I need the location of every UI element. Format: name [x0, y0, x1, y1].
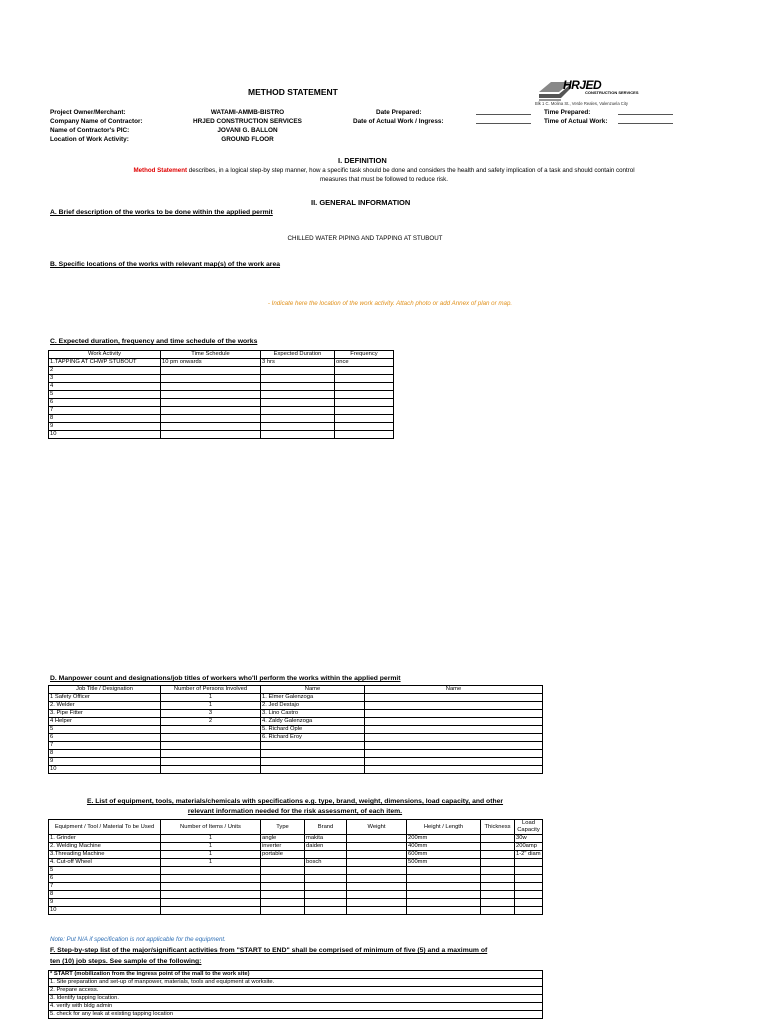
- table-cell[interactable]: [365, 734, 543, 742]
- manpower-row: [49, 726, 543, 734]
- table-cell[interactable]: 9: [49, 758, 161, 766]
- table-cell[interactable]: [161, 415, 261, 423]
- table-cell[interactable]: [161, 734, 261, 742]
- manpower-row: [49, 702, 543, 710]
- column-header: Equipment / Tool / Material To be Used: [49, 820, 161, 835]
- table-cell[interactable]: [481, 843, 515, 851]
- table-cell[interactable]: 10: [49, 431, 161, 439]
- table-cell[interactable]: daiden: [305, 843, 347, 851]
- schedule-row: [49, 359, 394, 367]
- table-cell[interactable]: [347, 899, 407, 907]
- column-header: Load Capacity: [515, 820, 543, 835]
- table-cell[interactable]: [261, 407, 335, 415]
- table-cell[interactable]: [161, 407, 261, 415]
- table-cell[interactable]: [261, 742, 365, 750]
- column-header: Number of Items / Units: [161, 820, 261, 835]
- column-header: Expected Duration: [261, 351, 335, 359]
- table-cell[interactable]: 10: [49, 766, 161, 774]
- column-header: Job Title / Designation: [49, 686, 161, 694]
- table-cell[interactable]: 9: [49, 899, 161, 907]
- section-b-heading: B. Specific locations of the works with relevant map(s) of the work area: [50, 261, 281, 268]
- company-label: Company Name of Contractor:: [50, 118, 143, 125]
- table-cell[interactable]: [365, 694, 543, 702]
- column-header: Name: [365, 686, 543, 694]
- table-cell[interactable]: 3.Threading Machine: [49, 851, 161, 859]
- table-cell[interactable]: [335, 415, 394, 423]
- table-cell[interactable]: [161, 431, 261, 439]
- table-cell[interactable]: 1: [161, 843, 261, 851]
- column-header: Time Schedule: [161, 351, 261, 359]
- table-cell[interactable]: 3: [49, 375, 161, 383]
- table-cell[interactable]: [365, 710, 543, 718]
- table-cell[interactable]: [161, 726, 261, 734]
- date-prepared-label: Date Prepared:: [376, 109, 422, 116]
- table-cell[interactable]: [161, 891, 261, 899]
- table-cell[interactable]: inverter: [261, 843, 305, 851]
- column-header: Weight: [347, 820, 407, 835]
- table-cell[interactable]: 10 pm onwards: [161, 359, 261, 367]
- step-row: [49, 1003, 543, 1011]
- table-cell[interactable]: [407, 867, 481, 875]
- manpower-row: [49, 750, 543, 758]
- schedule-row: [49, 431, 394, 439]
- table-cell[interactable]: 8: [49, 415, 161, 423]
- table-cell[interactable]: 7: [49, 407, 161, 415]
- section-d-heading: D. Manpower count and designations/job titles of workers who'll perform the works within the applied permit: [50, 675, 401, 682]
- company-logo: [535, 78, 675, 108]
- table-cell[interactable]: [515, 883, 543, 891]
- table-cell[interactable]: [347, 907, 407, 915]
- table-cell[interactable]: [261, 766, 365, 774]
- table-cell[interactable]: 1: [161, 702, 261, 710]
- table-cell[interactable]: [365, 750, 543, 758]
- table-cell[interactable]: 3: [161, 710, 261, 718]
- step-row: [49, 995, 543, 1003]
- table-cell[interactable]: 30w: [515, 835, 543, 843]
- section-a-text: CHILLED WATER PIPING AND TAPPING AT STUBOUT: [287, 235, 443, 242]
- step-row: [49, 1011, 543, 1019]
- table-cell[interactable]: [305, 899, 347, 907]
- table-cell[interactable]: [161, 899, 261, 907]
- table-cell[interactable]: 7: [49, 883, 161, 891]
- table-cell[interactable]: [161, 375, 261, 383]
- table-cell[interactable]: 1: [161, 694, 261, 702]
- table-cell[interactable]: [515, 867, 543, 875]
- column-header: Type: [261, 820, 305, 835]
- step-cell[interactable]: 3. Identify tapping location.: [49, 995, 543, 1003]
- table-cell[interactable]: [161, 907, 261, 915]
- column-header: Thickness: [481, 820, 515, 835]
- table-cell[interactable]: [347, 891, 407, 899]
- table-cell[interactable]: [305, 851, 347, 859]
- location-label: Location of Work Activity:: [50, 136, 129, 143]
- table-cell[interactable]: [261, 891, 305, 899]
- table-cell[interactable]: angle: [261, 835, 305, 843]
- table-cell[interactable]: [515, 899, 543, 907]
- time-actual-label: Time of Actual Work:: [544, 118, 608, 125]
- section-e-note: Note: Put N/A if specification is not applicable for the equipment.: [50, 936, 226, 943]
- table-cell[interactable]: [161, 875, 261, 883]
- table-cell[interactable]: [515, 859, 543, 867]
- table-cell[interactable]: [161, 367, 261, 375]
- table-cell[interactable]: [335, 375, 394, 383]
- table-cell[interactable]: [365, 766, 543, 774]
- table-cell[interactable]: [261, 750, 365, 758]
- schedule-row: [49, 367, 394, 375]
- doc-title: METHOD STATEMENT: [248, 87, 338, 97]
- table-cell[interactable]: 6: [49, 399, 161, 407]
- company-value: HRJED CONSTRUCTION SERVICES: [193, 118, 302, 125]
- table-cell[interactable]: once: [335, 359, 394, 367]
- table-cell[interactable]: [261, 859, 305, 867]
- step-row: [49, 987, 543, 995]
- table-cell[interactable]: [515, 875, 543, 883]
- manpower-table: [48, 685, 543, 774]
- table-cell[interactable]: [161, 883, 261, 891]
- table-cell[interactable]: 4. Zaldy Galenzoga: [261, 718, 365, 726]
- table-cell[interactable]: [335, 431, 394, 439]
- step-row: [49, 979, 543, 987]
- table-cell[interactable]: [365, 742, 543, 750]
- table-cell[interactable]: [305, 891, 347, 899]
- section-f-heading-line1: F. Step-by-step list of the major/significant activities from "START to END" shall be comprised of minimum of five (5) and a maximum of: [50, 947, 488, 954]
- equipment-row: [49, 907, 543, 915]
- table-cell[interactable]: [365, 718, 543, 726]
- column-header: Brand: [305, 820, 347, 835]
- table-cell[interactable]: [407, 875, 481, 883]
- step-cell[interactable]: 4. verify with bldg admin: [49, 1003, 543, 1011]
- equipment-row: [49, 851, 543, 859]
- date-actual-label: Date of Actual Work / Ingress:: [353, 118, 444, 125]
- manpower-row: [49, 718, 543, 726]
- schedule-row: [49, 391, 394, 399]
- section-e-heading-line1: E. List of equipment, tools, materials/chemicals with specifications e.g. type, brand, weight, dimensions, load capacity, and other: [86, 798, 504, 805]
- table-cell[interactable]: [261, 399, 335, 407]
- time-actual-field[interactable]: [618, 117, 673, 124]
- section-a-heading: A. Brief description of the works to be done within the applied permit: [50, 209, 273, 216]
- column-header: Number of Persons Involved: [161, 686, 261, 694]
- pic-label: Name of Contractor's PIC:: [50, 127, 130, 134]
- schedule-header-row: [49, 351, 394, 359]
- pic-value: JOVANI G. BALLON: [217, 127, 278, 134]
- table-cell[interactable]: 5: [49, 391, 161, 399]
- equipment-row: [49, 859, 543, 867]
- table-cell[interactable]: [347, 883, 407, 891]
- schedule-table: [48, 350, 394, 439]
- equipment-row: [49, 883, 543, 891]
- table-cell[interactable]: 1: [161, 851, 261, 859]
- table-cell[interactable]: [161, 423, 261, 431]
- table-cell[interactable]: 4: [49, 383, 161, 391]
- table-cell[interactable]: [347, 835, 407, 843]
- table-cell[interactable]: 8: [49, 750, 161, 758]
- table-cell[interactable]: 10: [49, 907, 161, 915]
- table-cell[interactable]: [161, 750, 261, 758]
- table-cell[interactable]: 200amp: [515, 843, 543, 851]
- equipment-row: [49, 867, 543, 875]
- table-cell[interactable]: [365, 702, 543, 710]
- table-cell[interactable]: 3. Pipe Fitter: [49, 710, 161, 718]
- column-header: Frequency: [335, 351, 394, 359]
- table-cell[interactable]: 500mm: [407, 859, 481, 867]
- schedule-row: [49, 375, 394, 383]
- equipment-row: [49, 843, 543, 851]
- project-owner-value: WATAMI-AMMB-BISTRO: [210, 109, 285, 116]
- equipment-row: [49, 899, 543, 907]
- table-cell[interactable]: [335, 407, 394, 415]
- definition-heading: I. DEFINITION: [338, 156, 387, 165]
- manpower-row: [49, 734, 543, 742]
- table-cell[interactable]: 1. Grinder: [49, 835, 161, 843]
- table-cell[interactable]: [481, 891, 515, 899]
- table-cell[interactable]: [481, 907, 515, 915]
- table-cell[interactable]: [335, 399, 394, 407]
- equipment-row: [49, 891, 543, 899]
- table-cell[interactable]: 3 hrs: [261, 359, 335, 367]
- table-cell[interactable]: 5: [49, 726, 161, 734]
- step-cell[interactable]: 5. check for any leak at existing tapping location: [49, 1011, 543, 1019]
- table-cell[interactable]: [481, 875, 515, 883]
- table-cell[interactable]: [261, 907, 305, 915]
- table-cell[interactable]: [365, 726, 543, 734]
- definition-text-line2: measures that must be followed to reduce risk.: [320, 176, 448, 183]
- table-cell[interactable]: [335, 383, 394, 391]
- location-value: GROUND FLOOR: [221, 136, 274, 143]
- table-cell[interactable]: [347, 843, 407, 851]
- manpower-row: [49, 766, 543, 774]
- table-cell[interactable]: [261, 423, 335, 431]
- table-cell[interactable]: portable: [261, 851, 305, 859]
- column-header: Name: [261, 686, 365, 694]
- table-cell[interactable]: [261, 875, 305, 883]
- general-heading: II. GENERAL INFORMATION: [311, 198, 411, 207]
- table-cell[interactable]: [407, 891, 481, 899]
- table-cell[interactable]: [305, 875, 347, 883]
- table-cell[interactable]: [347, 859, 407, 867]
- definition-text-line1: describes, in a logical step-by step manner, how a specific task should be done and considers the health and safety implication of a task and should contain control: [187, 167, 635, 174]
- table-cell[interactable]: 7: [49, 742, 161, 750]
- steps-table: [48, 970, 543, 1019]
- logo-address: Blk 1 C. Molina St., Verde Reales, Valenzuela City: [535, 101, 629, 106]
- schedule-row: [49, 383, 394, 391]
- table-cell[interactable]: [161, 758, 261, 766]
- table-cell[interactable]: [261, 375, 335, 383]
- table-cell[interactable]: 4 Helper: [49, 718, 161, 726]
- table-cell[interactable]: [161, 383, 261, 391]
- table-cell[interactable]: [335, 423, 394, 431]
- section-c-heading: C. Expected duration, frequency and time schedule of the works: [50, 338, 258, 345]
- table-cell[interactable]: 8: [49, 891, 161, 899]
- table-cell[interactable]: 200mm: [407, 835, 481, 843]
- table-cell[interactable]: [261, 431, 335, 439]
- column-header: Work Activity: [49, 351, 161, 359]
- equipment-row: [49, 875, 543, 883]
- manpower-header-row: [49, 686, 543, 694]
- table-cell[interactable]: [261, 391, 335, 399]
- table-cell[interactable]: [161, 399, 261, 407]
- table-cell[interactable]: 9: [49, 423, 161, 431]
- table-cell[interactable]: bosch: [305, 859, 347, 867]
- section-b-hint: - Indicate here the location of the work activity. Attach photo or add Annex of plan or map.: [267, 300, 513, 307]
- table-cell[interactable]: 600mm: [407, 851, 481, 859]
- column-header: Height / Length: [407, 820, 481, 835]
- definition-text: [44, 167, 724, 175]
- table-cell[interactable]: makita: [305, 835, 347, 843]
- table-cell[interactable]: 1-2" diam: [516, 851, 541, 857]
- steps-start-label: * START (mobilization from the ingress point of the mall to the work site): [49, 971, 543, 979]
- table-cell[interactable]: 2. Jed Destajo: [261, 702, 365, 710]
- table-cell[interactable]: 5: [49, 867, 161, 875]
- date-actual-field[interactable]: [476, 117, 531, 124]
- schedule-row: [49, 407, 394, 415]
- table-cell[interactable]: [261, 883, 305, 891]
- project-owner-label: Project Owner/Merchant:: [50, 109, 126, 116]
- table-cell[interactable]: 400mm: [407, 843, 481, 851]
- table-cell[interactable]: 6. Richard Eroy: [261, 734, 365, 742]
- table-cell[interactable]: [161, 391, 261, 399]
- table-cell[interactable]: [305, 907, 347, 915]
- equipment-header-row: [49, 820, 543, 835]
- table-cell[interactable]: [347, 851, 407, 859]
- schedule-row: [49, 415, 394, 423]
- table-cell[interactable]: [407, 899, 481, 907]
- table-cell[interactable]: [335, 391, 394, 399]
- table-cell[interactable]: [481, 835, 515, 843]
- table-cell[interactable]: [161, 867, 261, 875]
- table-cell[interactable]: 5. Richard Ople: [261, 726, 365, 734]
- table-cell[interactable]: [261, 415, 335, 423]
- table-cell[interactable]: [407, 907, 481, 915]
- table-cell[interactable]: [407, 883, 481, 891]
- table-cell[interactable]: [481, 867, 515, 875]
- step-cell[interactable]: 2. Prepare access.: [49, 987, 543, 995]
- time-prepared-label: Time Prepared:: [544, 109, 591, 116]
- schedule-row: [49, 423, 394, 431]
- table-cell[interactable]: [161, 766, 261, 774]
- table-cell[interactable]: [347, 867, 407, 875]
- table-cell[interactable]: [481, 859, 515, 867]
- table-cell[interactable]: [305, 883, 347, 891]
- definition-term: Method Statement: [133, 167, 188, 174]
- table-cell[interactable]: [261, 758, 365, 766]
- table-cell[interactable]: 2. Welder: [49, 702, 161, 710]
- table-cell[interactable]: 6: [49, 875, 161, 883]
- table-cell[interactable]: [481, 851, 515, 859]
- table-cell[interactable]: 1. Elmer Galenzoga: [261, 694, 365, 702]
- table-cell[interactable]: 1.TAPPING AT CHWP STUBOUT: [49, 359, 161, 367]
- table-cell[interactable]: 4. Cut-off Wheel: [49, 859, 161, 867]
- schedule-row: [49, 399, 394, 407]
- manpower-row: [49, 710, 543, 718]
- time-prepared-field[interactable]: [618, 108, 673, 115]
- table-cell[interactable]: 3. Lino Castro: [261, 710, 365, 718]
- section-e-heading-line2: relevant information needed for the risk assessment, of each item.: [187, 808, 403, 815]
- table-cell[interactable]: [347, 875, 407, 883]
- equipment-row: [49, 835, 543, 843]
- table-cell[interactable]: 2: [49, 367, 161, 375]
- table-cell[interactable]: 6: [49, 734, 161, 742]
- table-cell[interactable]: 1: [161, 835, 261, 843]
- table-cell[interactable]: [481, 899, 515, 907]
- table-cell[interactable]: [515, 891, 543, 899]
- section-f-heading-line2: ten (10) job steps. See sample of the following:: [50, 958, 202, 965]
- table-cell[interactable]: [261, 383, 335, 391]
- table-cell[interactable]: 1 Safety Officer: [49, 694, 161, 702]
- manpower-row: [49, 742, 543, 750]
- logo-brand: HRJED: [563, 78, 602, 92]
- table-cell[interactable]: [161, 742, 261, 750]
- logo-sub: CONSTRUCTION SERVICES: [585, 90, 639, 95]
- table-cell[interactable]: 1: [161, 859, 261, 867]
- manpower-row: [49, 694, 543, 702]
- manpower-row: [49, 758, 543, 766]
- steps-start-row: [49, 971, 543, 979]
- table-cell[interactable]: [261, 367, 335, 375]
- table-cell[interactable]: 2: [161, 718, 261, 726]
- table-cell[interactable]: [261, 899, 305, 907]
- table-cell[interactable]: [365, 758, 543, 766]
- step-cell[interactable]: 1. Site preparation and set-up of manpower, materials, tools and equipment at worksite.: [49, 979, 543, 987]
- date-prepared-field[interactable]: [476, 108, 531, 115]
- table-cell[interactable]: [305, 867, 347, 875]
- table-cell[interactable]: [261, 867, 305, 875]
- table-cell[interactable]: [515, 907, 543, 915]
- table-cell[interactable]: [335, 367, 394, 375]
- table-cell[interactable]: [481, 883, 515, 891]
- table-cell[interactable]: 2. Welding Machine: [49, 843, 161, 851]
- equipment-table: [48, 819, 543, 915]
